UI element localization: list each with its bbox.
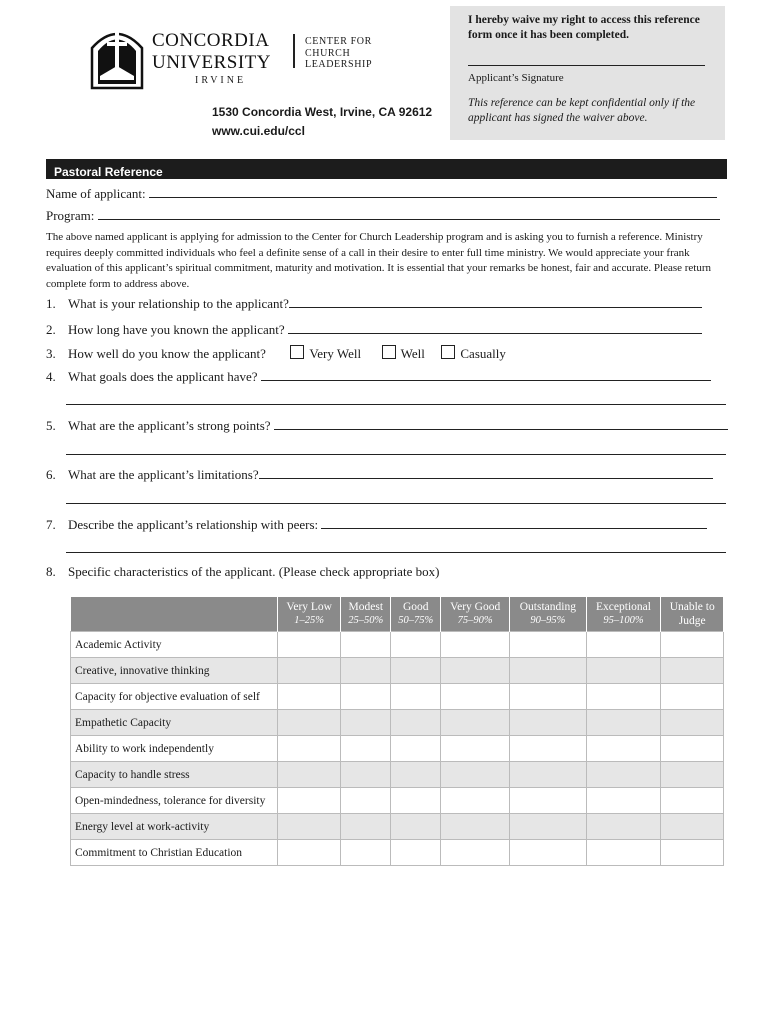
center-name-line1: CENTER FOR [305, 36, 372, 47]
name-label: Name of applicant: [46, 186, 146, 201]
question-number: 7. [46, 517, 56, 532]
table-row [71, 840, 724, 866]
rating-checkbox-cell[interactable] [661, 814, 724, 840]
rating-checkbox-cell[interactable] [586, 736, 661, 762]
rating-checkbox-cell[interactable] [278, 736, 341, 762]
characteristic-label: Creative, innovative thinking [71, 658, 278, 684]
cross-steeple-icon [88, 22, 146, 90]
rating-checkbox-cell[interactable] [661, 658, 724, 684]
website: www.cui.edu/ccl [212, 124, 305, 138]
rating-checkbox-cell[interactable] [391, 788, 441, 814]
rating-checkbox-cell[interactable] [278, 632, 341, 658]
center-name-line2: CHURCH LEADERSHIP [305, 48, 373, 70]
characteristic-label: Capacity for objective evaluation of self [71, 684, 278, 710]
rating-checkbox-cell[interactable] [510, 762, 586, 788]
rating-checkbox-cell[interactable] [441, 814, 510, 840]
rating-checkbox-cell[interactable] [341, 814, 391, 840]
question-6 [46, 467, 713, 483]
rating-checkbox-cell[interactable] [441, 736, 510, 762]
rating-checkbox-cell[interactable] [441, 710, 510, 736]
question-text: How long have you known the applicant? [68, 322, 285, 337]
rating-checkbox-cell[interactable] [391, 710, 441, 736]
address: 1530 Concordia West, Irvine, CA 92612 [212, 105, 433, 119]
rating-checkbox-cell[interactable] [278, 788, 341, 814]
question-text: Specific characteristics of the applicant. (Please check appropriate box) [68, 564, 440, 579]
question-number: 3. [46, 346, 56, 361]
logo-divider [293, 34, 295, 68]
table-row [71, 684, 724, 710]
question-number: 6. [46, 467, 56, 482]
answer-field[interactable] [289, 297, 702, 308]
question-text: What are the applicant’s limitations? [68, 467, 259, 482]
rating-checkbox-cell[interactable] [391, 814, 441, 840]
rating-checkbox-cell[interactable] [278, 658, 341, 684]
rating-checkbox-cell[interactable] [391, 632, 441, 658]
rating-checkbox-cell[interactable] [661, 710, 724, 736]
rating-checkbox-cell[interactable] [441, 632, 510, 658]
waiver-statement: I hereby waive my right to access this reference form once it has been completed. [468, 14, 700, 41]
rating-checkbox-cell[interactable] [441, 840, 510, 866]
characteristic-label: Capacity to handle stress [71, 762, 278, 788]
rating-checkbox-cell[interactable] [341, 658, 391, 684]
rating-checkbox-cell[interactable] [341, 632, 391, 658]
question-5 [46, 418, 728, 434]
table-header-blank [71, 597, 278, 632]
checkbox-casually[interactable] [441, 345, 455, 359]
rating-checkbox-cell[interactable] [510, 632, 586, 658]
answer-field[interactable] [261, 370, 711, 381]
rating-checkbox-cell[interactable] [278, 814, 341, 840]
question-8 [46, 564, 439, 580]
table-row [71, 658, 724, 684]
column-header: Unable to Judge [661, 597, 724, 632]
university-logo [88, 22, 418, 90]
question-text: What goals does the applicant have? [68, 369, 258, 384]
table-row [71, 762, 724, 788]
confidential-note: This reference can be kept confidential only if the applicant has signed the waiver above. [468, 97, 696, 124]
question-text: How well do you know the applicant? [68, 346, 266, 361]
rating-checkbox-cell[interactable] [391, 736, 441, 762]
program-field[interactable] [98, 209, 720, 220]
rating-checkbox-cell[interactable] [510, 710, 586, 736]
rating-checkbox-cell[interactable] [341, 762, 391, 788]
rating-checkbox-cell[interactable] [341, 684, 391, 710]
column-header: Outstanding 90–95% [510, 597, 586, 632]
intro-paragraph: The above named applicant is applying for admission to the Center for Church Leadership program and is asking you to furnish a reference. Ministry requires deeply committed individuals who feel a definite sense of a call in their desire to enter full time ministry. We would appreciate your frank evaluation of this applicant’s spiritual commitment, maturity and motivation. It is essential that your remarks be honest, fair and accurate. Please return complete form to address above. [46, 231, 712, 290]
answer-field[interactable] [259, 468, 713, 479]
characteristic-label: Ability to work independently [71, 736, 278, 762]
section-title: Pastoral Reference [54, 165, 163, 179]
column-header: Exceptional 95–100% [586, 597, 661, 632]
table-row [71, 736, 724, 762]
name-field[interactable] [149, 187, 717, 198]
rating-checkbox-cell[interactable] [510, 788, 586, 814]
program-label: Program: [46, 208, 95, 223]
rating-checkbox-cell[interactable] [278, 762, 341, 788]
characteristic-label: Open-mindedness, tolerance for diversity [71, 788, 278, 814]
rating-checkbox-cell[interactable] [441, 658, 510, 684]
signature-label: Applicant’s Signature [468, 72, 564, 84]
question-text: Describe the applicant’s relationship with peers: [68, 517, 319, 532]
rating-checkbox-cell[interactable] [341, 788, 391, 814]
question-2 [46, 322, 702, 338]
table-row [71, 814, 724, 840]
table-body [71, 632, 724, 866]
university-name-line1: CONCORDIA [152, 30, 270, 51]
rating-checkbox-cell[interactable] [661, 632, 724, 658]
rating-checkbox-cell[interactable] [341, 840, 391, 866]
rating-checkbox-cell[interactable] [586, 814, 661, 840]
name-field-row [46, 186, 717, 202]
characteristic-label: Academic Activity [71, 632, 278, 658]
answer-field[interactable] [288, 323, 702, 334]
answer-field[interactable] [274, 419, 728, 430]
rating-checkbox-cell[interactable] [510, 814, 586, 840]
characteristic-label: Empathetic Capacity [71, 710, 278, 736]
checkbox-well[interactable] [382, 345, 396, 359]
answer-line[interactable] [66, 404, 726, 405]
rating-checkbox-cell[interactable] [661, 684, 724, 710]
rating-checkbox-cell[interactable] [441, 788, 510, 814]
rating-checkbox-cell[interactable] [510, 840, 586, 866]
table-row [71, 788, 724, 814]
option-label: Well [400, 346, 425, 361]
waiver-box [450, 6, 725, 140]
column-header: Very Good 75–90% [441, 597, 510, 632]
rating-checkbox-cell[interactable] [661, 762, 724, 788]
column-header: Modest 25–50% [341, 597, 391, 632]
rating-checkbox-cell[interactable] [278, 710, 341, 736]
rating-checkbox-cell[interactable] [661, 736, 724, 762]
rating-checkbox-cell[interactable] [391, 840, 441, 866]
contact-block [212, 103, 432, 141]
university-name-line2: UNIVERSITY [152, 52, 271, 73]
rating-checkbox-cell[interactable] [341, 710, 391, 736]
question-7 [46, 517, 707, 533]
rating-checkbox-cell[interactable] [341, 736, 391, 762]
answer-field[interactable] [321, 518, 707, 529]
question-number: 2. [46, 322, 56, 337]
question-1 [46, 296, 702, 312]
rating-checkbox-cell[interactable] [510, 658, 586, 684]
question-number: 4. [46, 369, 56, 384]
rating-checkbox-cell[interactable] [510, 736, 586, 762]
question-number: 1. [46, 296, 56, 311]
rating-checkbox-cell[interactable] [586, 788, 661, 814]
rating-checkbox-cell[interactable] [586, 710, 661, 736]
checkbox-very-well[interactable] [290, 345, 304, 359]
characteristic-label: Commitment to Christian Education [71, 840, 278, 866]
column-header: Very Low 1–25% [278, 597, 341, 632]
question-text: What is your relationship to the applicant? [68, 296, 289, 311]
question-number: 8. [46, 564, 56, 579]
question-3 [46, 345, 506, 362]
signature-line[interactable] [468, 65, 705, 66]
rating-checkbox-cell[interactable] [586, 658, 661, 684]
rating-checkbox-cell[interactable] [441, 684, 510, 710]
option-label: Very Well [309, 346, 362, 361]
rating-checkbox-cell[interactable] [661, 788, 724, 814]
rating-checkbox-cell[interactable] [278, 684, 341, 710]
rating-checkbox-cell[interactable] [661, 840, 724, 866]
rating-checkbox-cell[interactable] [441, 762, 510, 788]
characteristics-rating-table [70, 597, 724, 866]
rating-checkbox-cell[interactable] [510, 684, 586, 710]
rating-checkbox-cell[interactable] [586, 762, 661, 788]
answer-line[interactable] [66, 503, 726, 504]
answer-line[interactable] [66, 454, 726, 455]
program-field-row [46, 208, 720, 224]
question-text: What are the applicant’s strong points? [68, 418, 271, 433]
answer-line[interactable] [66, 552, 726, 553]
rating-checkbox-cell[interactable] [586, 684, 661, 710]
column-header: Good 50–75% [391, 597, 441, 632]
rating-checkbox-cell[interactable] [391, 684, 441, 710]
rating-checkbox-cell[interactable] [586, 840, 661, 866]
characteristic-label: Energy level at work-activity [71, 814, 278, 840]
question-number: 5. [46, 418, 56, 433]
option-label: Casually [460, 346, 506, 361]
table-header-row [71, 597, 724, 632]
rating-checkbox-cell[interactable] [391, 762, 441, 788]
rating-checkbox-cell[interactable] [278, 840, 341, 866]
question-4 [46, 369, 711, 385]
rating-checkbox-cell[interactable] [586, 632, 661, 658]
table-row [71, 632, 724, 658]
table-row [71, 710, 724, 736]
university-name-line3: IRVINE [195, 75, 247, 86]
rating-checkbox-cell[interactable] [391, 658, 441, 684]
